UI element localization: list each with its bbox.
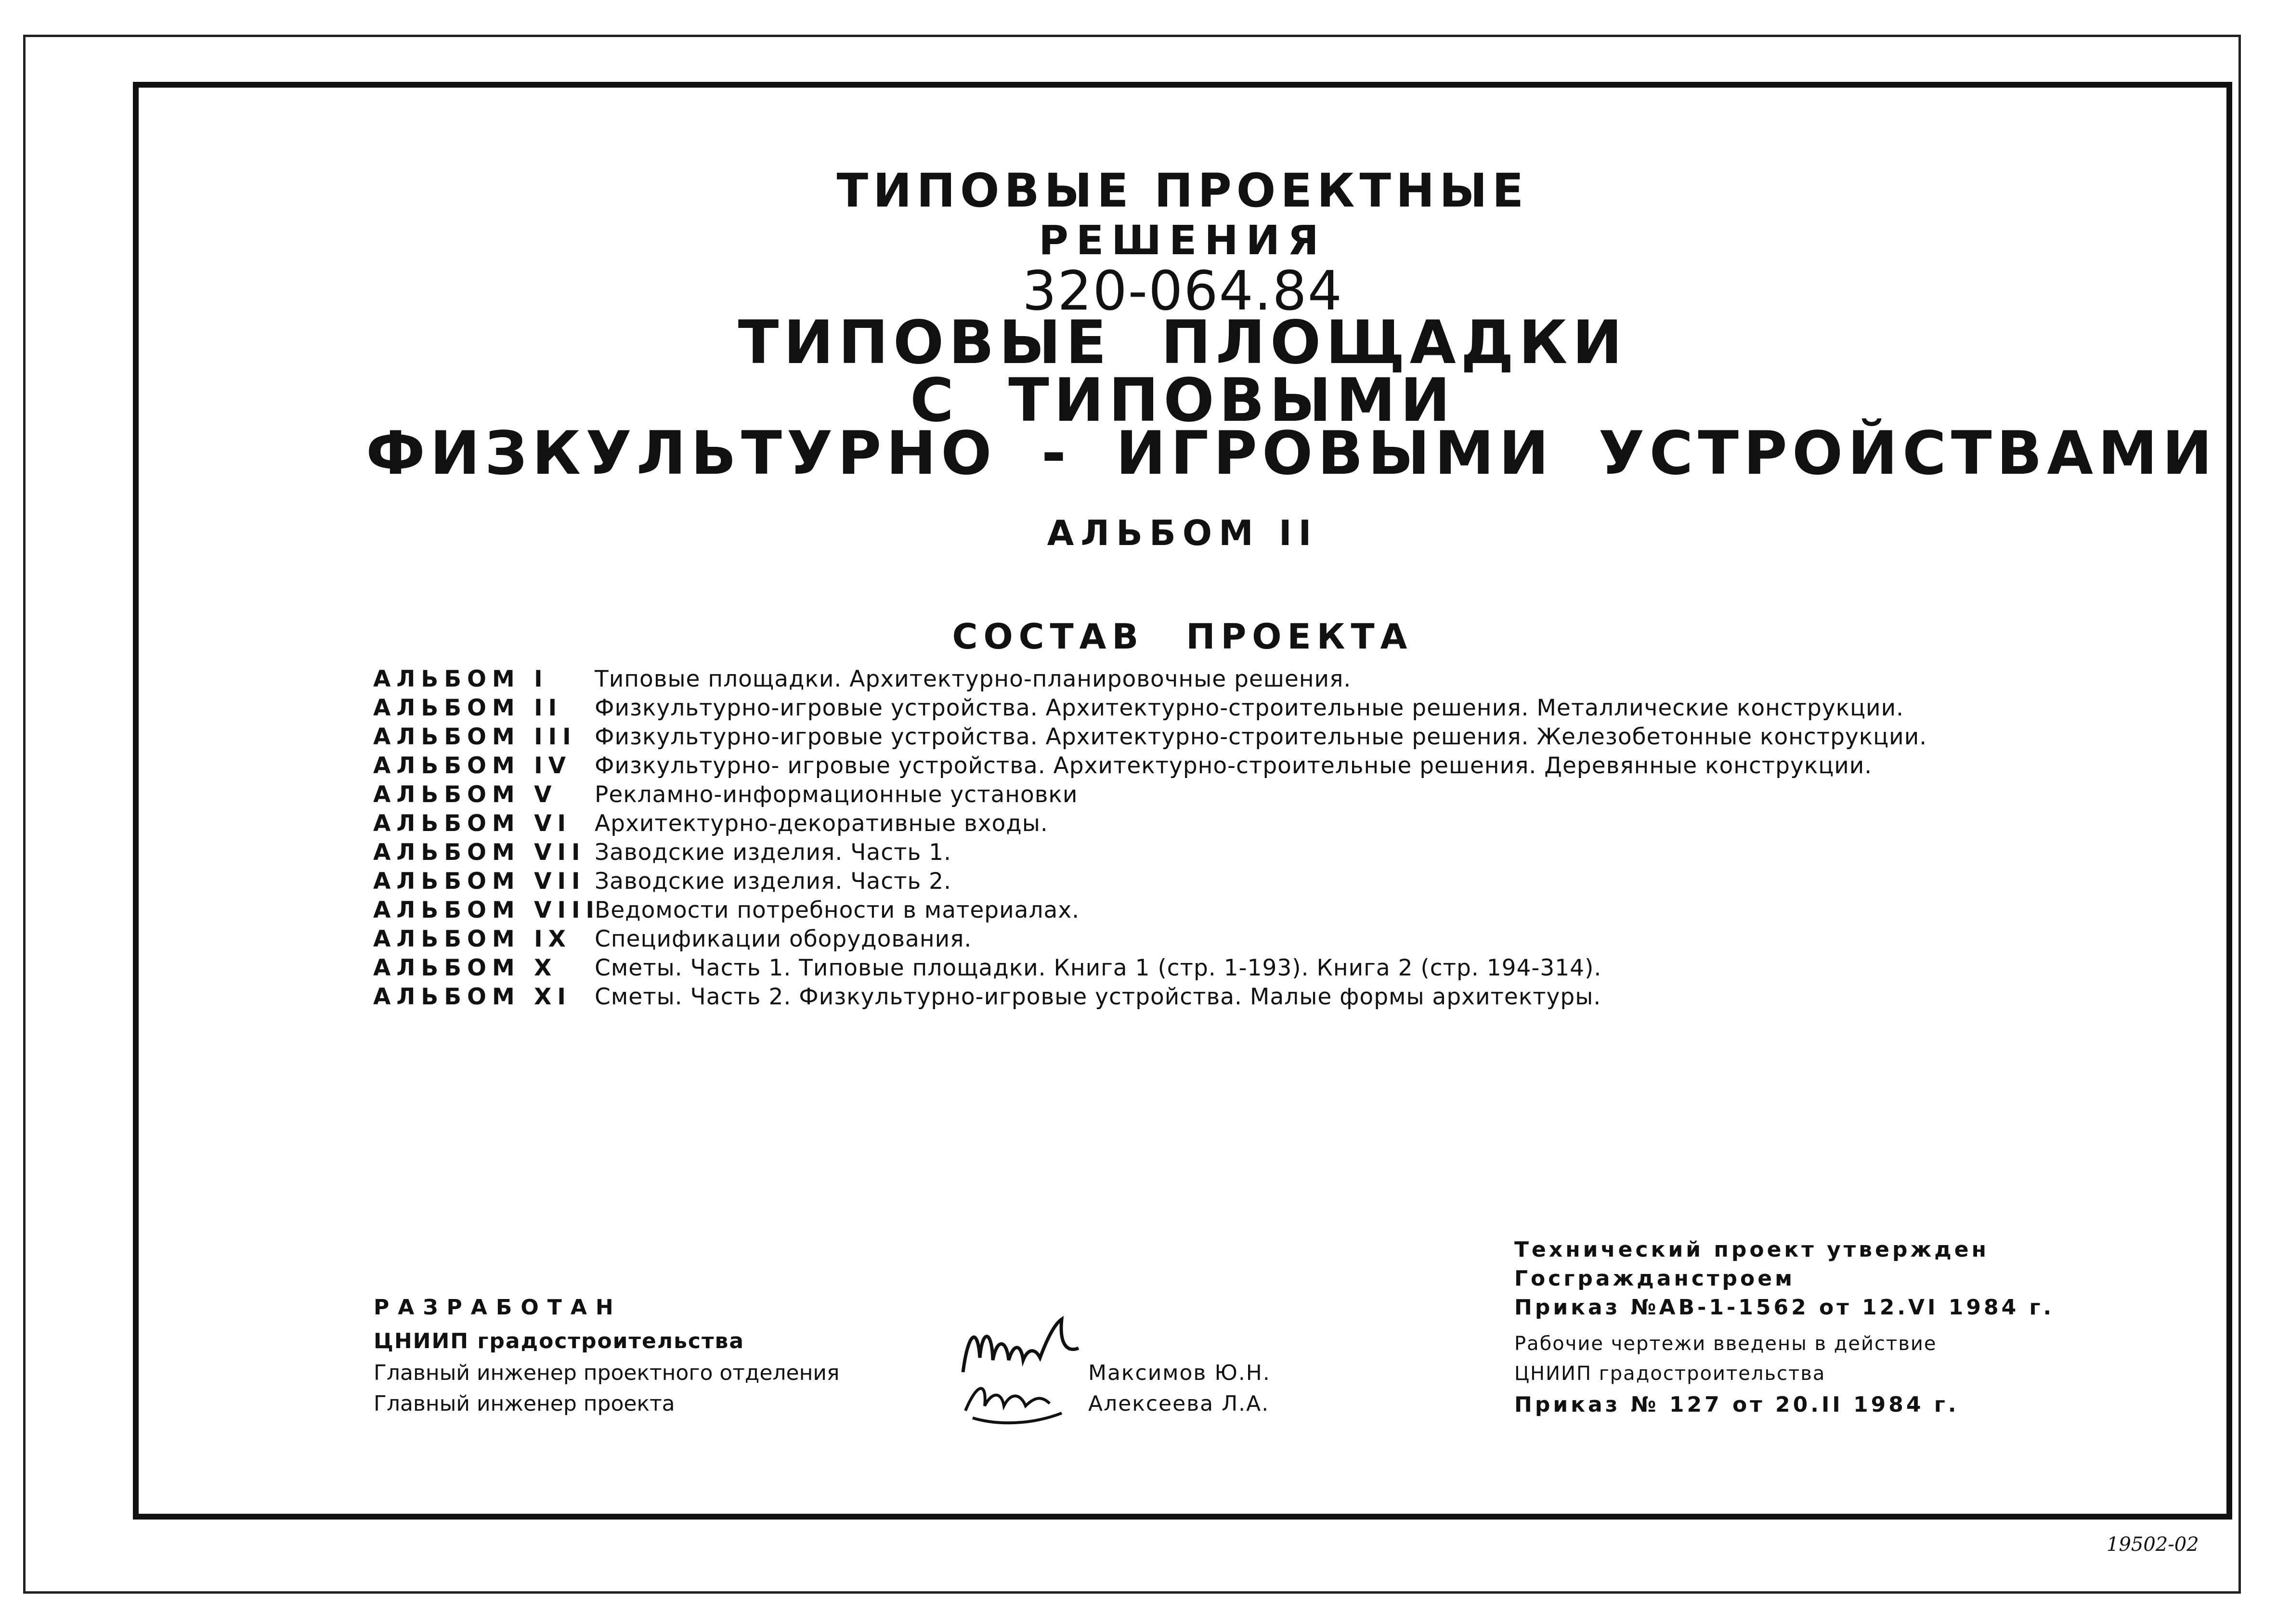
- album-label: АЛЬБОМ III: [373, 724, 577, 750]
- album-title: Заводские изделия. Часть 1.: [595, 839, 951, 866]
- album-label: АЛЬБОМ II: [373, 695, 563, 721]
- contents-heading: СОСТАВ ПРОЕКТА: [952, 616, 1413, 657]
- developed-heading: РАЗРАБОТАН: [374, 1295, 622, 1320]
- album-label: АЛЬБОМ VI: [373, 810, 572, 837]
- album-label: АЛЬБОМ VII: [373, 839, 586, 866]
- inventory-stamp: 19502-02: [2107, 1533, 2199, 1556]
- album-label: АЛЬБОМ I: [373, 666, 548, 692]
- album-label: АЛЬБОМ IV: [373, 753, 572, 779]
- album-title: Физкультурно- игровые устройства. Архитектурно-строительные решения. Деревянные конструкции.: [595, 753, 1873, 779]
- album-title: Архитектурно-декоративные входы.: [595, 810, 1048, 837]
- album-title: Спецификации оборудования.: [595, 926, 972, 952]
- series-title-line1: ТИПОВЫЕ ПРОЕКТНЫЕ: [836, 164, 1529, 218]
- album-title: Физкультурно-игровые устройства. Архитектурно-строительные решения. Железобетонные конструкции.: [595, 724, 1927, 750]
- approval-authority: Госгражданстроем: [1514, 1266, 1796, 1291]
- album-title: Типовые площадки. Архитектурно-планировочные решения.: [595, 666, 1352, 692]
- album-label: АЛЬБОМ IX: [373, 926, 572, 952]
- album-title: Заводские изделия. Часть 2.: [595, 868, 951, 895]
- album-title: Физкультурно-игровые устройства. Архитектурно-строительные решения. Металлические конструкции.: [595, 695, 1904, 721]
- album-label: АЛЬБОМ VII: [373, 868, 586, 895]
- album-label: АЛЬБОМ VIII: [373, 897, 600, 923]
- working-drawings-order: Приказ № 127 от 20.II 1984 г.: [1514, 1392, 1959, 1417]
- album-label: АЛЬБОМ V: [373, 781, 558, 808]
- chief-engineer-department-name: Максимов Ю.Н.: [1088, 1361, 1271, 1385]
- chief-engineer-department-role: Главный инженер проектного отделения: [374, 1361, 840, 1385]
- approval-line: Технический проект утвержден: [1514, 1237, 1990, 1262]
- project-title-line3: ФИЗКУЛЬТУРНО - ИГРОВЫМИ УСТРОЙСТВАМИ: [366, 419, 2217, 488]
- developer-org: ЦНИИП градостроительства: [374, 1329, 745, 1353]
- series-title-line2: РЕШЕНИЯ: [1039, 217, 1327, 264]
- album-label: АЛЬБОМ XI: [373, 984, 572, 1010]
- album-label: АЛЬБОМ X: [373, 955, 558, 981]
- signature-2: [958, 1372, 1079, 1430]
- chief-engineer-project-name: Алексеева Л.А.: [1088, 1391, 1270, 1416]
- album-number: АЛЬБОМ II: [1047, 513, 1318, 553]
- working-drawings-org: ЦНИИП градостроительства: [1514, 1363, 1826, 1385]
- chief-engineer-project-role: Главный инженер проекта: [374, 1391, 675, 1416]
- album-title: Сметы. Часть 2. Физкультурно-игровые устройства. Малые формы архитектуры.: [595, 984, 1601, 1010]
- project-code: 320-064.84: [1022, 260, 1343, 323]
- approval-order: Приказ №АВ-1-1562 от 12.VI 1984 г.: [1514, 1295, 2055, 1320]
- project-title-line2: С ТИПОВЫМИ: [910, 366, 1455, 435]
- album-title: Сметы. Часть 1. Типовые площадки. Книга 1 (стр. 1-193). Книга 2 (стр. 194-314).: [595, 955, 1602, 981]
- project-title-line1: ТИПОВЫЕ ПЛОЩАДКИ: [738, 308, 1627, 377]
- album-title: Рекламно-информационные установки: [595, 781, 1078, 808]
- album-title: Ведомости потребности в материалах.: [595, 897, 1080, 923]
- working-drawings-line: Рабочие чертежи введены в действие: [1514, 1333, 1937, 1355]
